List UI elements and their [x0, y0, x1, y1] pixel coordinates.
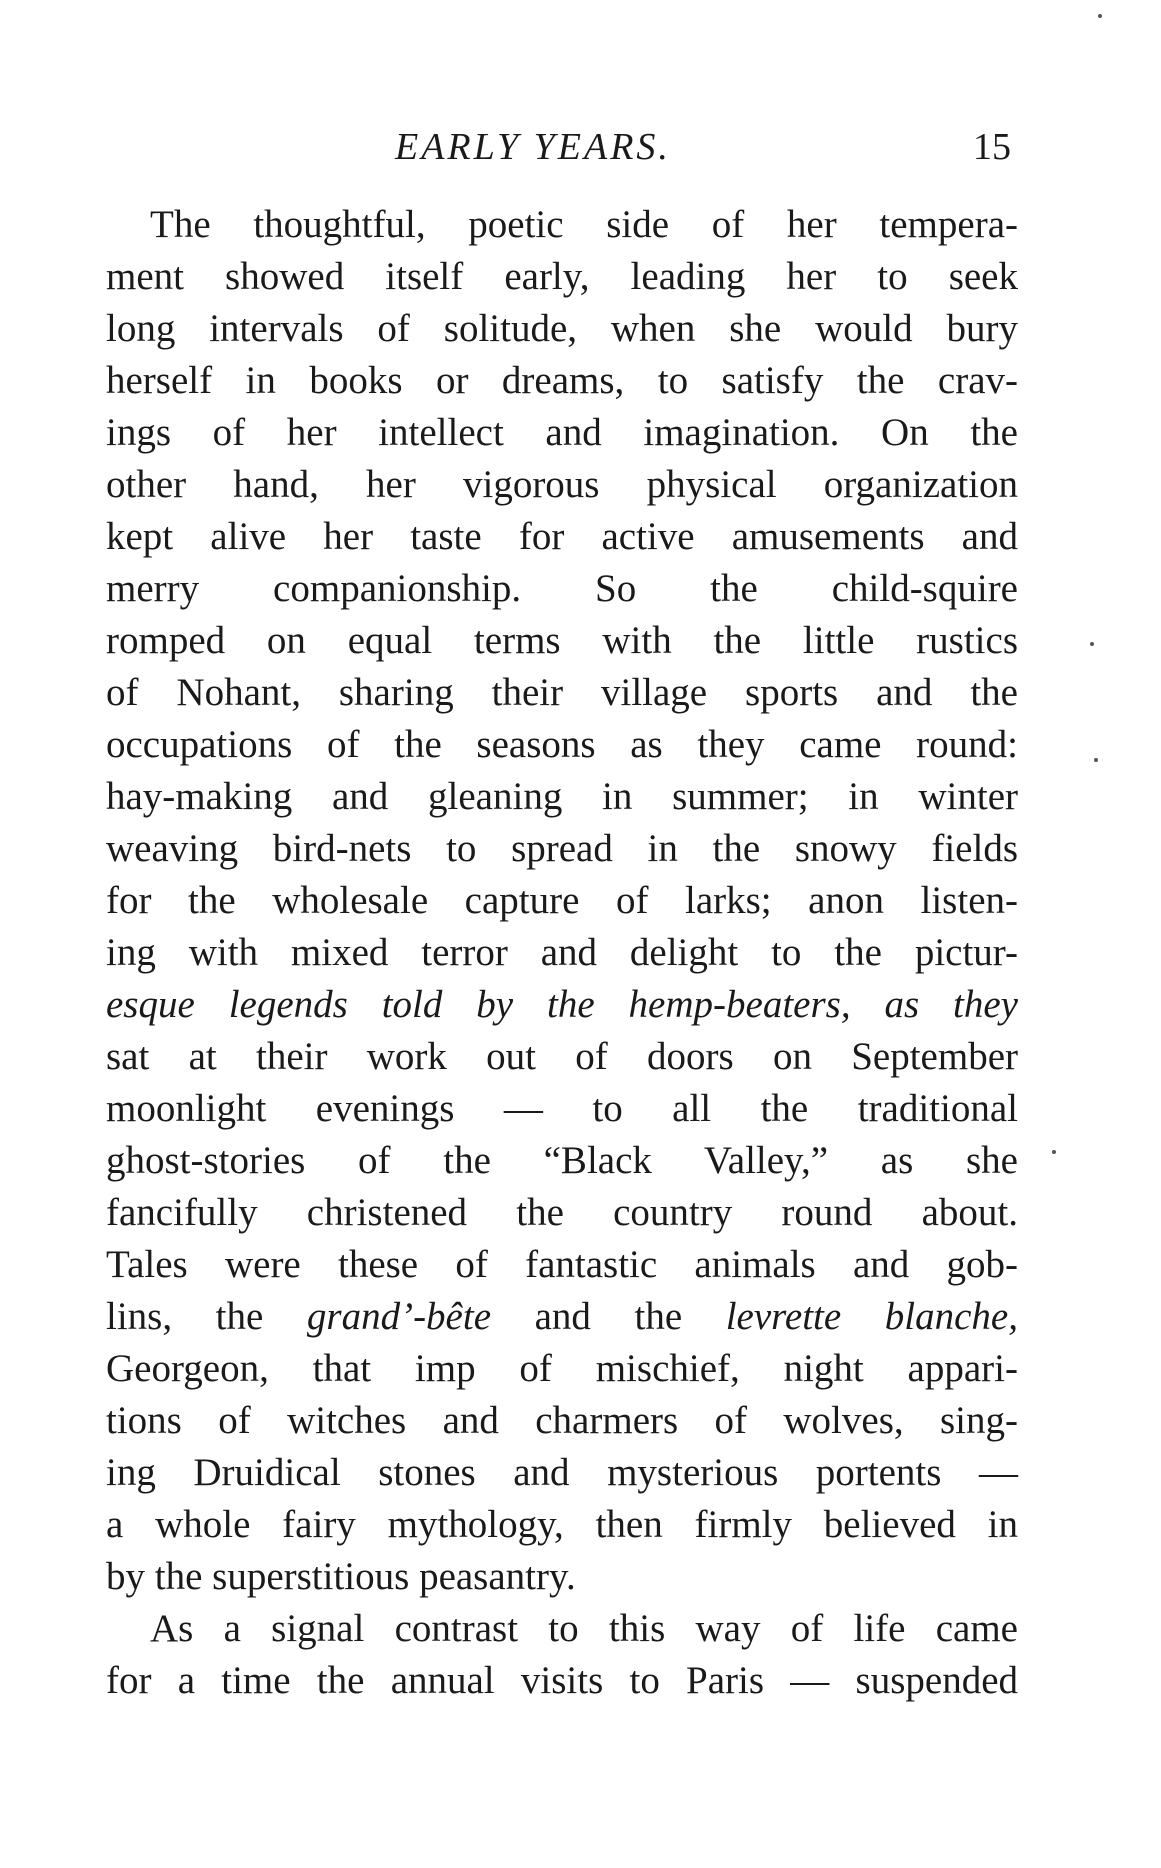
- running-head: [0, 125, 1161, 175]
- italic-phrase-grand-bete: grand’-bête: [306, 1295, 492, 1338]
- text-line: moonlight evenings — to all the traditional: [106, 1087, 1018, 1130]
- text-line: other hand, her vigorous physical organization: [106, 463, 1018, 506]
- text-line: As a signal contrast to this way of life came: [150, 1607, 1018, 1650]
- text-segment: and the: [491, 1295, 726, 1338]
- page-number: 15: [973, 126, 1011, 168]
- paragraph-2: [106, 1603, 1018, 1707]
- text-line: for the wholesale capture of larks; anon listen-: [106, 879, 1018, 922]
- text-line: ing with mixed terror and delight to the pictur-: [106, 931, 1018, 974]
- text-line: The thoughtful, poetic side of her tempera-: [150, 203, 1018, 246]
- body-text: [106, 199, 1018, 1707]
- text-line: a whole fairy mythology, then firmly believed in: [106, 1503, 1018, 1546]
- text-line: ment showed itself early, leading her to seek: [106, 255, 1018, 298]
- print-speck: [1094, 758, 1098, 762]
- text-line: kept alive her taste for active amusements and: [106, 515, 1018, 558]
- text-line: weaving bird-nets to spread in the snowy fields: [106, 827, 1018, 870]
- text-segment: lins, the: [106, 1295, 307, 1338]
- text-line: tions of witches and charmers of wolves, sing-: [106, 1399, 1018, 1442]
- text-line-mixed: [106, 1291, 1018, 1343]
- print-speck: [1098, 14, 1102, 18]
- text-line: fancifully christened the country round about.: [106, 1191, 1018, 1234]
- text-line: ings of her intellect and imagination. On the: [106, 411, 1018, 454]
- text-line: occupations of the seasons as they came round:: [106, 723, 1018, 766]
- text-line: of Nohant, sharing their village sports and the: [106, 671, 1018, 714]
- text-line: for a time the annual visits to Paris — suspended: [106, 1659, 1018, 1702]
- print-speck: [1052, 1150, 1056, 1154]
- text-line: Tales were these of fantastic animals and gob-: [106, 1243, 1018, 1286]
- text-line: romped on equal terms with the little rustics: [106, 619, 1018, 662]
- text-line: merry companionship. So the child-squire: [106, 567, 1018, 610]
- print-speck: [1090, 642, 1094, 646]
- text-line: by the superstitious peasantry.: [106, 1555, 576, 1598]
- text-line: long intervals of solitude, when she would bury: [106, 307, 1018, 350]
- text-line: hay-making and gleaning in summer; in winter: [106, 775, 1018, 818]
- running-title: EARLY YEARS.: [395, 126, 671, 168]
- text-line: sat at their work out of doors on September: [106, 1035, 1018, 1078]
- text-line: ing Druidical stones and mysterious portents —: [106, 1451, 1018, 1494]
- text-line: Georgeon, that imp of mischief, night appari-: [106, 1347, 1018, 1390]
- paragraph-1: [106, 199, 1018, 1603]
- text-line-italic: esque legends told by the hemp-beaters, as they: [106, 983, 1018, 1026]
- text-line: ghost-stories of the “Black Valley,” as she: [106, 1139, 1018, 1182]
- italic-phrase-levrette-blanche: levrette blanche,: [725, 1295, 1018, 1338]
- text-line: herself in books or dreams, to satisfy the crav-: [106, 359, 1018, 402]
